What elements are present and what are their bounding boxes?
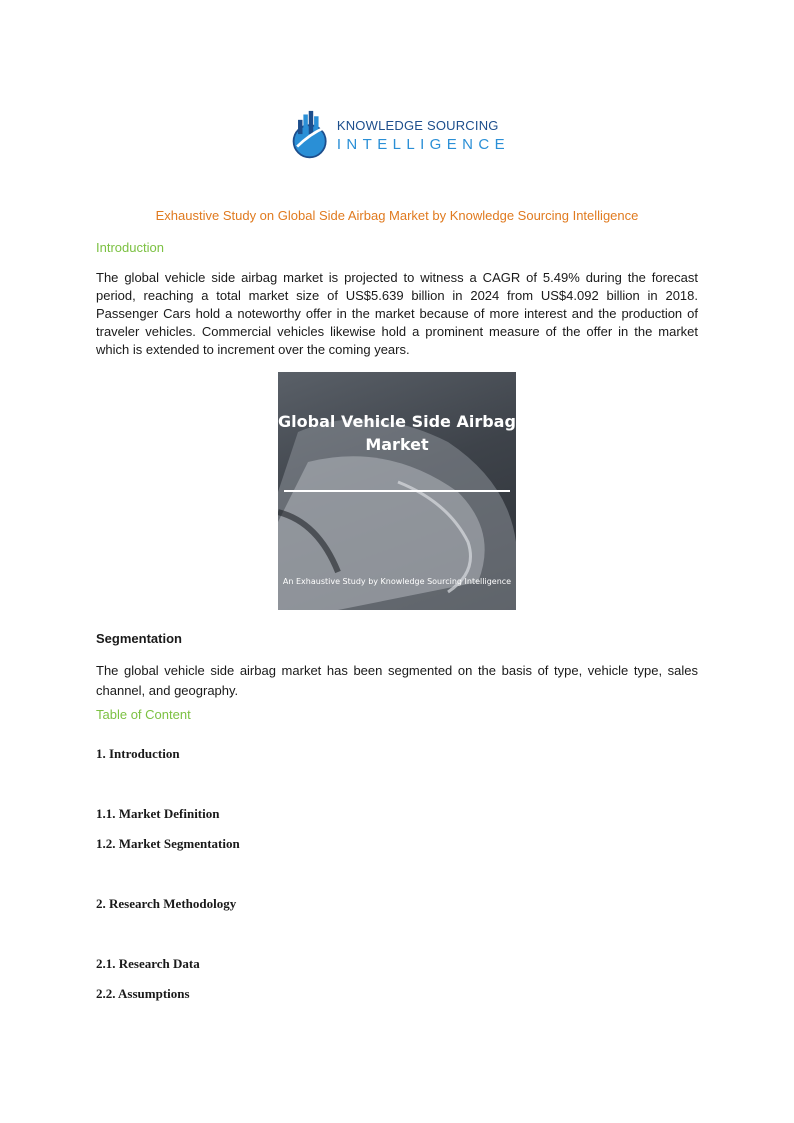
logo-line-2: INTELLIGENCE [336, 135, 510, 153]
table-of-content-heading: Table of Content [96, 707, 191, 722]
introduction-heading: Introduction [96, 240, 164, 255]
cover-divider [284, 490, 510, 492]
document-title: Exhaustive Study on Global Side Airbag Market by Knowledge Sourcing Intelligence [155, 208, 639, 223]
toc-item: 2. Research Methodology [96, 896, 237, 911]
logo-globe-icon [290, 104, 333, 166]
toc-item: 2.1. Research Data [96, 956, 200, 971]
logo-line-1: KNOWLEDGE SOURCING [336, 117, 499, 133]
cover-subtitle: An Exhaustive Study by Knowledge Sourcing Intelligence [282, 577, 512, 586]
introduction-paragraph: The global vehicle side airbag market is projected to witness a CAGR of 5.49% during the forecast period, reaching a total market size of US$5.639 billion in 2024 from US$4.092 billion in 2018. Passenger Cars hold a noteworthy offer in the market because of more interest and the production of traveler vehicles. Commercial vehicles likewise hold a prominent measure of the offer in the market which is extended to increment over the coming years. [96, 270, 698, 357]
segmentation-paragraph: The global vehicle side airbag market has been segmented on the basis of type, vehicle type, sales channel, and geography. [96, 663, 698, 698]
toc-item: 1. Introduction [96, 746, 180, 761]
company-logo [290, 104, 510, 166]
report-cover-image [278, 372, 516, 610]
toc-item: 1.1. Market Definition [96, 806, 220, 821]
segmentation-heading: Segmentation [96, 631, 182, 646]
cover-title: Global Vehicle Side Airbag Market [278, 412, 516, 454]
toc-item: 2.2. Assumptions [96, 986, 190, 1001]
toc-item: 1.2. Market Segmentation [96, 836, 240, 851]
